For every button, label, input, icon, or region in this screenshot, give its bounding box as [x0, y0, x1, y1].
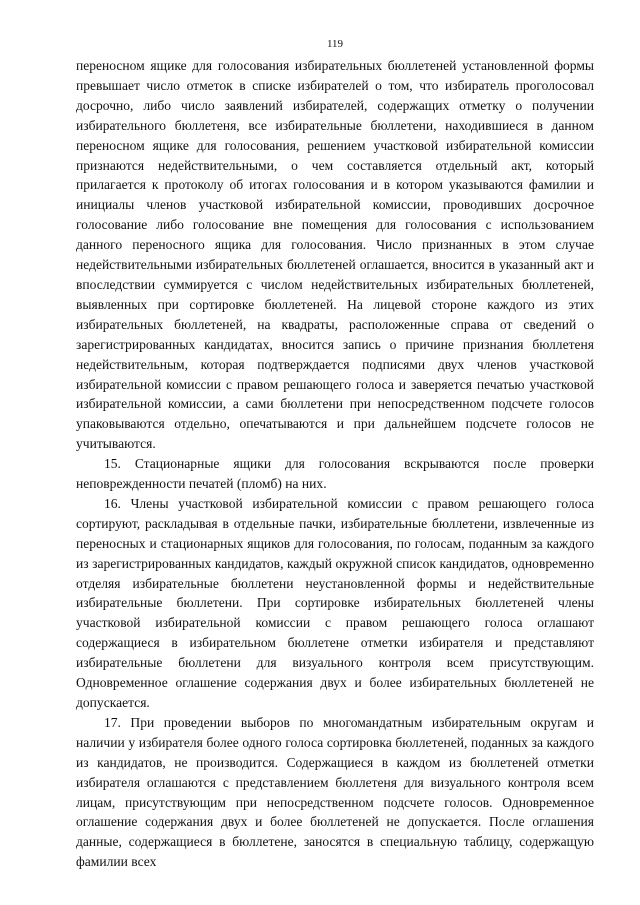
document-page: [76, 38, 594, 872]
page-number: 119: [326, 38, 344, 50]
paragraph-15: 15. Стационарные ящики для голосования вскрываются после проверки неповрежденности печатей (пломб) на них.: [76, 456, 594, 492]
paragraph-continuation: переносном ящике для голосования избирательных бюллетеней установленной формы превышает число отметок в списке избирателей о том, что избиратель проголосовал досрочно, либо число заявлений избирателей, содержащих отметку о получении избирательного бюллетеня, все избирательные бюллетени, находившиеся в данном переносном ящике для голосования, решением участковой избирательной комиссии признаются недействительными, о чем составляется отдельный акт, который прилагается к протоколу об итогах голосования и в котором указываются фамилии и инициалы членов участковой избирательной комиссии, проводивших досрочное голосование либо голосование вне помещения для голосования с использованием данного переносного ящика для голосования. Число признанных в этом случае недействительными избирательных бюллетеней оглашается, вносится в указанный акт и впоследствии суммируется с числом недействительных избирательных бюллетеней, выявленных при сортировке бюллетеней. На лицевой стороне каждого из этих избирательных бюллетеней, на квадраты, расположенные справа от сведений о зарегистрированных кандидатах, вносится запись о причине признания бюллетеня недействительным, которая подтверждается подписями двух членов участковой избирательной комиссии с правом решающего голоса и заверяется печатью участковой избирательной комиссии, а сами бюллетени при непосредственном подсчете голосов упаковываются отдельно, опечатываются и при дальнейшем подсчете голосов не учитываются.: [76, 58, 594, 452]
paragraph-16: 16. Члены участковой избирательной комиссии с правом решающего голоса сортируют, раскладывая в отдельные пачки, избирательные бюллетени, извлеченные из переносных и стационарных ящиков для голосования, по голосам, поданным за каждого из зарегистрированных кандидатов, каждый окружной список кандидатов, одновременно отделяя избирательные бюллетени неустановленной формы и недействительные избирательные бюллетени. При сортировке избирательных бюллетеней члены участковой избирательной комиссии с правом решающего голоса оглашают содержащиеся в избирательном бюллетене отметки избирателя и представляют избирательные бюллетени для визуального контроля всем присутствующим. Одновременное оглашение содержания двух и более избирательных бюллетеней не допускается.: [76, 495, 594, 710]
paragraph-17: 17. При проведении выборов по многомандатным избирательным округам и наличии у избирателя более одного голоса сортировка бюллетеней, поданных за каждого из кандидатов, не производится. Содержащиеся в каждом из бюллетеней отметки избирателя оглашаются с представлением бюллетеня для визуального контроля всем лицам, присутствующим при непосредственном подсчете голосов. Одновременное оглашение содержания двух и более бюллетеней не допускается. После оглашения данные, содержащиеся в бюллетене, заносятся в специальную таблицу, содержащую фамилии всех: [76, 714, 594, 870]
